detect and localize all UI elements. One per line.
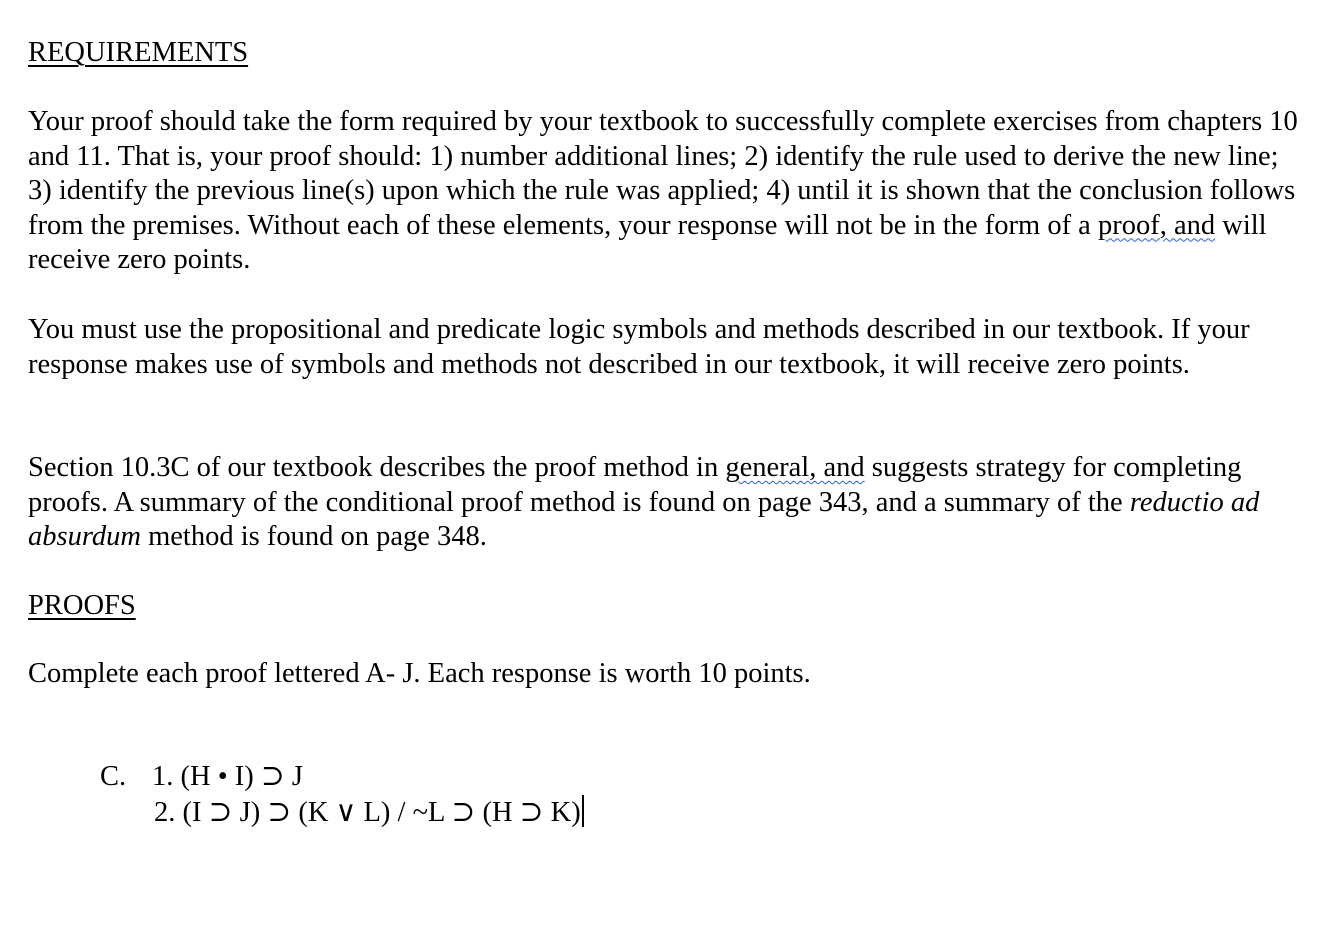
spellcheck-flag-proof-and[interactable]: proof, and <box>1097 209 1216 241</box>
premise-line-1: 1. (H • I) ⊃ J <box>152 761 304 792</box>
reductio-italic: reductio ad absurdum <box>28 486 1260 552</box>
premise-line-2[interactable] <box>100 795 584 831</box>
requirements-heading: REQUIREMENTS <box>28 37 249 68</box>
proof-row-2 <box>100 795 584 831</box>
paragraph-3-text-b: suggests strategy for completing proofs. A summary of the conditional proof method is found on page 343, and a summary of the <box>28 452 1242 518</box>
proof-row-1 <box>100 760 584 795</box>
paragraph-1-text-a: Your proof should take the form required by your textbook to successfully complete exercises from chapters 10 and 11. That is, your proof should: 1) number additional lines; 2) identify the rule used to derive the new line; 3) identify the previous line(s) upon which the rule was applied; 4) until it is shown that the conclusion follows from the premises. Without each of these elements, your response will not be in the form of a <box>28 106 1298 241</box>
requirements-paragraph-1 <box>28 105 1308 278</box>
paragraph-1-text-b: will receive zero points. <box>28 209 1267 275</box>
requirements-paragraph-2: You must use the propositional and predicate logic symbols and methods described in our textbook. If your response makes use of symbols and methods not described in our textbook, it will receive zero points. <box>28 314 1250 380</box>
proofs-heading: PROOFS <box>28 590 136 621</box>
spellcheck-flag-general-and[interactable]: general, and <box>725 452 865 483</box>
proof-problem-c <box>100 760 584 830</box>
paragraph-3-text-a: Section 10.3C of our textbook describes the proof method in <box>28 452 726 483</box>
premise-line-2-text: 2. (I ⊃ J) ⊃ (K ∨ L) / ~L ⊃ (H ⊃ K) <box>154 796 581 828</box>
proofs-instruction: Complete each proof lettered A- J. Each response is worth 10 points. <box>28 658 811 689</box>
paragraph-3-text-c: method is found on page 348. <box>140 521 487 552</box>
proof-letter: C. <box>100 761 127 792</box>
requirements-paragraph-3 <box>28 451 1308 555</box>
text-cursor <box>582 795 584 827</box>
